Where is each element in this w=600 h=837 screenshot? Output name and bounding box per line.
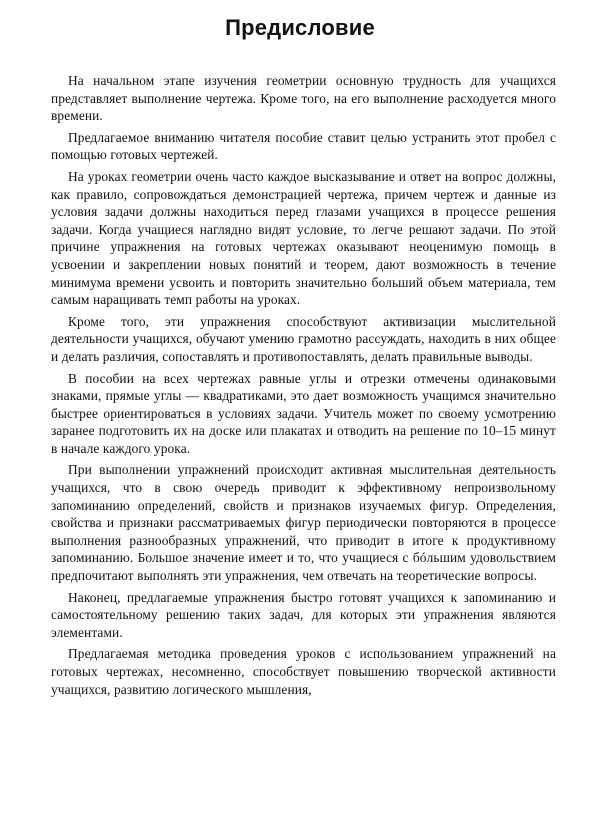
paragraph-2: Предлагаемое вниманию читателя пособие ставит целью устранить этот пробел с помощью готовых чертежей. <box>51 129 556 163</box>
preface-body <box>51 72 556 698</box>
paragraph-8: Предлагаемая методика проведения уроков с использованием упражнений на готовых чертежах, несомненно, способствует повышению творческой активности учащихся, развитию логического мышления, <box>51 646 556 697</box>
page-title: Предисловие <box>225 15 375 40</box>
paragraph-3: На уроках геометрии очень часто каждое высказывание и ответ на вопрос должны, как правило, сопровождаться демонстрацией чертежа, причем чертеж и данные из условия задачи должны находиться перед глазами учащихся в процессе решения задачи. Когда учащиеся наглядно видят условие, то легче решают задачи. По этой причине упражнения на готовых чертежах оказывают неоценимую помощь в усвоении и закреплении новых понятий и теорем, дают возможность в течение минимума времени усвоить и повторить значительно больший объем материала, тем самым наращивать темп работы на уроках. <box>51 168 556 308</box>
paragraph-7: Наконец, предлагаемые упражнения быстро готовят учащихся к запоминанию и самостоятельному решению таких задач, для которых эти упражнения являются элементами. <box>51 589 556 640</box>
paragraph-6: При выполнении упражнений происходит активная мыслительная деятельность учащихся, что в свою очередь приводит к эффективному непроизвольному запоминанию определений, свойств и признаков изучаемых фигур. Определения, свойства и признаки рассматриваемых фигур периодически повторяются в процессе выполнения разнообразных упражнений, что приводит в итоге к продуктивному запоминанию. Большое значение имеет и то, что учащиеся с бóльшим удовольствием предпочитают выполнять эти упражнения, чем отвечать на теоретические вопросы. <box>51 462 556 584</box>
paragraph-5: В пособии на всех чертежах равные углы и отрезки отмечены одинаковыми знаками, прямые углы — квадратиками, это дает возможность учащимся значительно быстрее ориентироваться в условиях задачи. Учитель может по своему усмотрению заранее подготовить их на доске или плакатах и отводить на решение по 10–15 минут в начале каждого урока. <box>51 370 556 456</box>
paragraph-1: На начальном этапе изучения геометрии основную трудность для учащихся представляет выполнение чертежа. Кроме того, на его выполнение расходуется много времени. <box>51 73 556 124</box>
paragraph-4: Кроме того, эти упражнения способствуют активизации мыслительной деятельности учащихся, обучают умению грамотно рассуждать, находить в них общее и делать различия, сопоставлять и противопоставлять, делать правильные выводы. <box>51 313 556 364</box>
